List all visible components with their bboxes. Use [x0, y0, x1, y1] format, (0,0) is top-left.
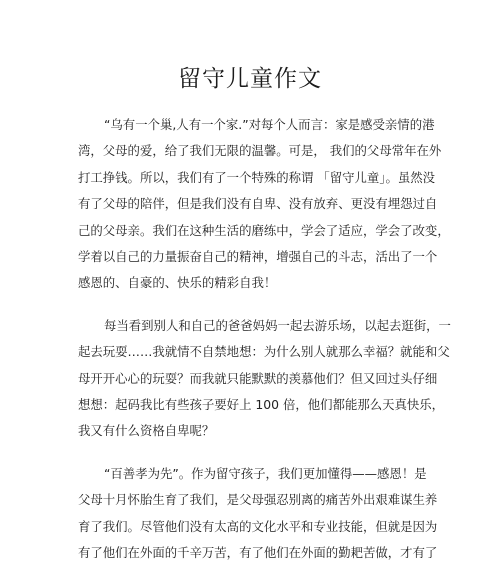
paragraph-spacer [78, 445, 428, 461]
document-title: 留守儿童作文 [178, 66, 322, 92]
paragraph-1 [78, 112, 450, 297]
text-line: 打工挣钱。所以，我们有了一个特殊的称谓 「留守儿童」。虽然没 [78, 169, 436, 185]
text-line: 父母十月怀胎生育了我们，是父母强忍别离的痛苦外出艰难谋生养 [78, 492, 438, 508]
text-line: 起去玩耍……我就情不自禁地想：为什么别人就那么幸福？就能和父 [78, 344, 450, 360]
text-line: 每当看到别人和自己的爸爸妈妈一起去游乐场，以起去逛街，一 [104, 317, 451, 333]
text-line: 想想：起码我比有些孩子要好上 100 倍，他们都能那么天真快乐， [78, 397, 445, 413]
text-line: 感恩的、自豪的、快乐的精彩自我！ [78, 275, 277, 291]
text-line: 湾，父母的爱，给了我们无限的温馨。可是， 我们的父母常年在外 [78, 143, 442, 159]
text-line: “百善孝为先”。作为留守孩子，我们更加懂得——感恩！是 [104, 465, 427, 481]
text-line: 有了他们在外面的千辛万苦，有了他们在外面的勤耙苦做，才有了 [78, 545, 438, 561]
text-line: 母开开心心的玩耍？而我就只能默默的羡慕他们？但又回过头仔细 [78, 370, 438, 386]
paragraph-spacer [78, 297, 428, 313]
text-line: 己的父母亲。我们在这种生活的磨练中，学会了适应，学会了改变， [78, 222, 450, 238]
text-line: 我又有什么资格自卑呢？ [78, 423, 215, 439]
paragraph-2 [78, 313, 451, 445]
paragraph-3 [78, 461, 438, 565]
text-line: 学着以自己的力量振奋自己的精神，增强自己的斗志，活出了一个 [78, 249, 438, 265]
text-line: 育了我们。尽管他们没有太高的文化水平和专业技能，但就是因为 [78, 518, 438, 534]
text-line: 有了父母的陪伴，但是我们没有自卑、没有放弃、更没有埋怨过自 [78, 196, 438, 212]
text-line: “乌有一个巢,人有一个家.”对每个人而言：家是感受亲情的港 [104, 117, 435, 132]
document-body [78, 112, 451, 565]
